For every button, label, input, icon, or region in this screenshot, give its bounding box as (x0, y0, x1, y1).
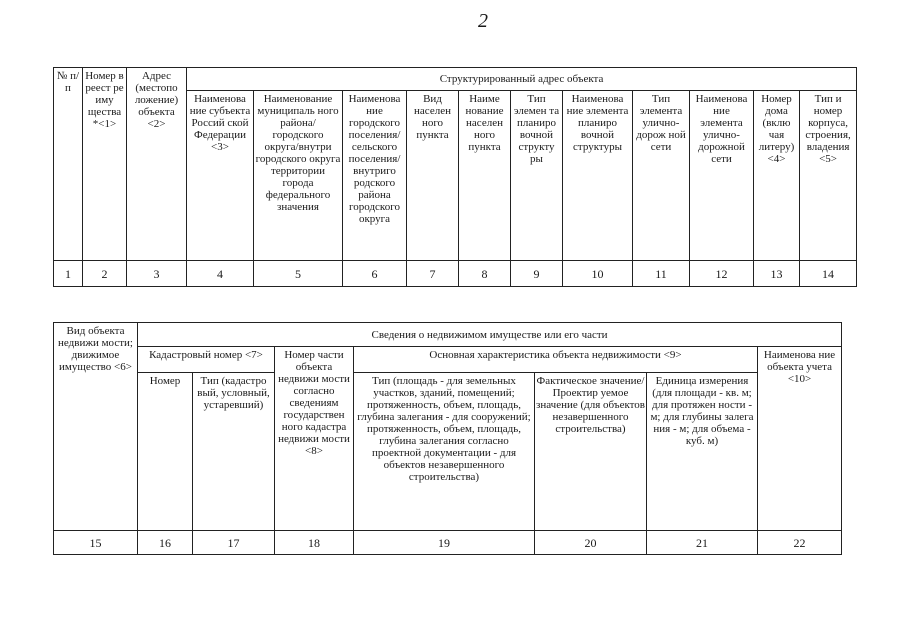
column-number: 9 (511, 261, 563, 287)
header-characteristic-value: Фактическое значение/Проектир уемое значение (для объектов незавершенного строительства) (535, 373, 647, 531)
column-number: 16 (138, 531, 193, 555)
header-object-kind: Вид объекта недвижи мости; движимое имущество <6> (54, 323, 138, 531)
column-number: 1 (54, 261, 83, 287)
header-account-object-name: Наименова ние объекта учета <10> (758, 347, 842, 531)
header-cadastral-number: Кадастровый номер <7> (138, 347, 275, 373)
column-number: 21 (647, 531, 758, 555)
header-locality-kind: Вид населен ного пункта (407, 91, 459, 261)
header-locality-name: Наиме нование населен ного пункта (459, 91, 511, 261)
header-registry-number: Номер в реест ре иму щества *<1> (83, 68, 127, 261)
column-number: 18 (275, 531, 354, 555)
header-characteristic-type: Тип (площадь - для земельных участков, зданий, помещений; протяженность, объем, площадь, глубина залегания - для сооружений; протяженность, объем, площадь, глубина залегания согласно проектной документации - для объектов незавершенного строительства) (354, 373, 535, 531)
header-address: Адрес (местопо ложение) объекта <2> (127, 68, 187, 261)
header-planning-element-name: Наименова ние элемента планиро вочной структуры (563, 91, 633, 261)
header-no: № п/п (54, 68, 83, 261)
address-table (53, 67, 857, 287)
header-part-number: Номер части объекта недвижи мости согласно сведениям государствен ного кадастра недвижи мости <8> (275, 347, 354, 531)
header-house-number: Номер дома (вклю чая литеру) <4> (754, 91, 800, 261)
header-cadastral-num: Номер (138, 373, 193, 531)
column-number: 3 (127, 261, 187, 287)
column-number: 15 (54, 531, 138, 555)
header-planning-element-type: Тип элемен та планиро вочной структу ры (511, 91, 563, 261)
column-number: 11 (633, 261, 690, 287)
column-number: 17 (193, 531, 275, 555)
header-street-element-type: Тип элемента улично- дорож ной сети (633, 91, 690, 261)
header-property-info: Сведения о недвижимом имуществе или его части (138, 323, 842, 347)
column-number: 5 (254, 261, 343, 287)
header-subject-name: Наименова ние субъекта Россий ской Федерации <3> (187, 91, 254, 261)
property-table (53, 322, 842, 555)
header-main-characteristic: Основная характеристика объекта недвижимости <9> (354, 347, 758, 373)
column-number: 7 (407, 261, 459, 287)
header-unit-of-measure: Единица измерения (для площади - кв. м; для протяжен ности - м; для глубины залега ния - м; для объема - куб. м) (647, 373, 758, 531)
page-number: 2 (478, 10, 488, 32)
column-number: 2 (83, 261, 127, 287)
header-building-number: Тип и номер корпуса, строения, владения <5> (800, 91, 857, 261)
column-number: 22 (758, 531, 842, 555)
column-number: 14 (800, 261, 857, 287)
header-settlement: Наименова ние городского поселения/ сельского поселения/ внутриго родского района городского округа (343, 91, 407, 261)
column-number: 10 (563, 261, 633, 287)
column-number: 13 (754, 261, 800, 287)
column-number: 12 (690, 261, 754, 287)
column-number: 19 (354, 531, 535, 555)
header-street-element-name: Наименова ние элемента улично- дорожной сети (690, 91, 754, 261)
column-number: 6 (343, 261, 407, 287)
column-number: 8 (459, 261, 511, 287)
column-number: 4 (187, 261, 254, 287)
column-number: 20 (535, 531, 647, 555)
header-municipal-district: Наименование муниципаль ного района/ городского округа/внутри городского округа территории города федерального значения (254, 91, 343, 261)
header-cadastral-type: Тип (кадастро вый, условный, устаревший) (193, 373, 275, 531)
header-structured-address: Структурированный адрес объекта (187, 68, 857, 91)
